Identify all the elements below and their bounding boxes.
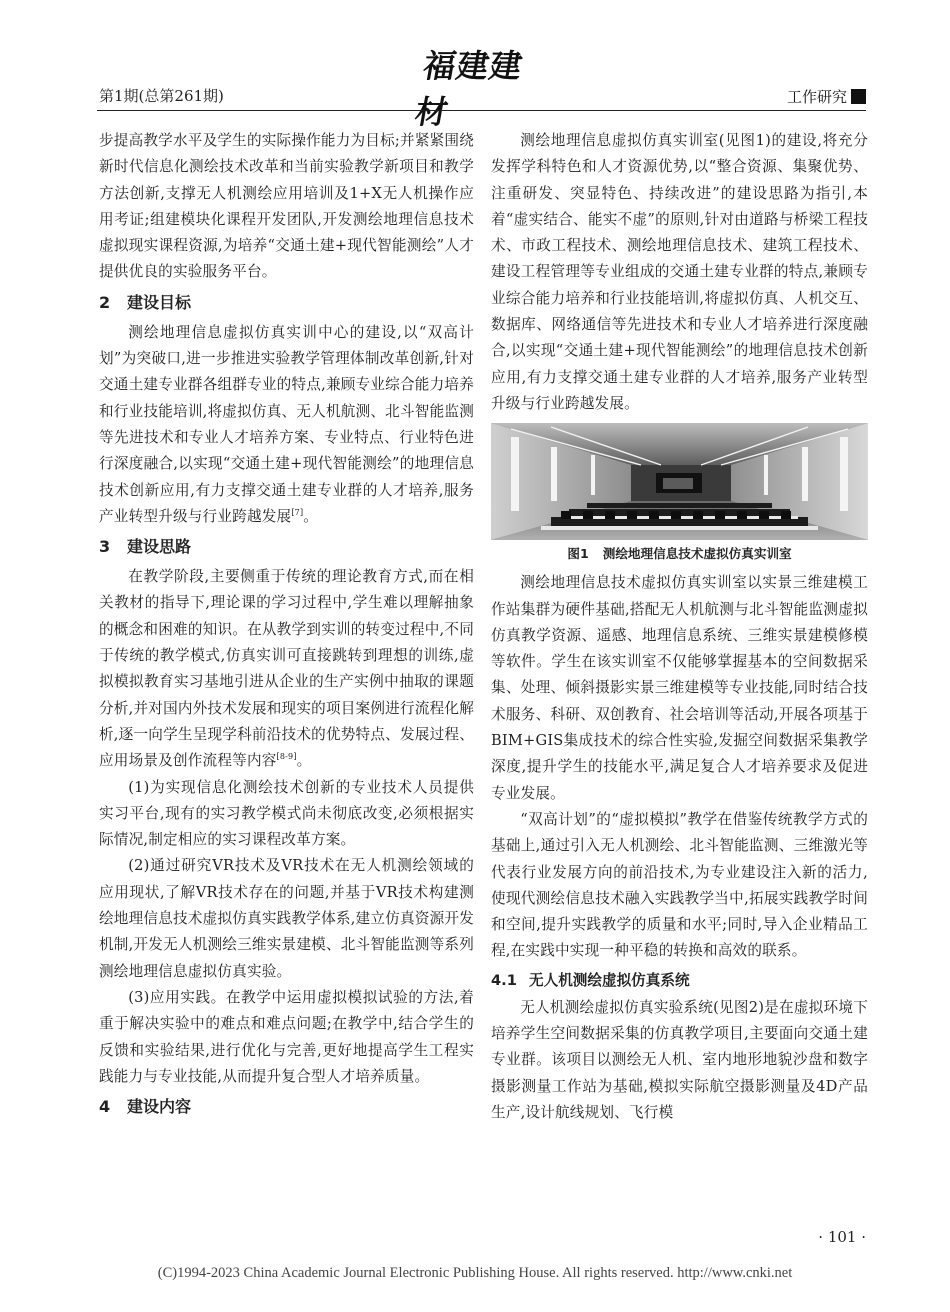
right-paragraph-2: 测绘地理信息技术虚拟仿真实训室以实景三维建模工作站集群为硬件基础,搭配无人机航测与北斗智能监测虚拟仿真教学资源、遥感、地理信息系统、三维实景建模修模等软件。学生在该实训室不仅能够掌握基本的空间数据采集、处理、倾斜摄影实景三维建模等专业技能,同时结合技术服务、科研、双创教育、社会培训等活动,开展各项基于BIM+GIS集成技术的综合性实验,发掘空间数据采集教学深度,提升学生的技能水平,满足复合人才培养要求及促进专业发展。 [491,574,868,802]
page-number: · 101 · [818,1228,866,1246]
section-number: 4 [99,1097,111,1117]
right-paragraph-4: 无人机测绘虚拟仿真实验系统(见图2)是在虚拟环境下培养学生空间数据采集的仿真教学项目,主要面向交通土建专业群。该项目以测绘无人机、室内地形地貌沙盘和数字摄影测量工作站为基础,模拟实际航空摄影测量及4D产品生产,设计航线规划、飞行模 [491,998,868,1121]
copyright-notice: (C)1994-2023 China Academic Journal Electronic Publishing House. All rights reserved. http://www.cnki.net [157,1265,793,1281]
issue-label: 第1期(总第261期) [99,87,224,105]
subsection-number: 4.1 [491,971,517,989]
right-paragraph-1: 测绘地理信息虚拟仿真实训室(见图1)的建设,将充分发挥学科特色和人才资源优势,以“整合资源、集聚优势、注重研发、突显特色、持续改进”的建设思路为指引,本着“虚实结合、能实不虚”的原则,针对由道路与桥梁工程技术、市政工程技术、测绘地理信息技术、建筑工程技术、建设工程管理等专业组成的交通土建专业群的特点,兼顾专业综合能力培养和行业技能培训,将虚拟仿真、人机交互、数据库、网络通信等先进技术和专业人才培养进行深度融合,以实现“交通土建+现代智能测绘”的地理信息技术创新应用,有力支撑交通土建专业群的人才培养,服务产业转型升级与行业跨越发展。 [491,132,868,412]
paragraph-end: 。 [296,752,312,770]
square-bullet-icon [851,89,866,104]
right-column [491,128,868,1126]
paragraph-text: 测绘地理信息虚拟仿真实训中心的建设,以“双高计划”为突破口,进一步推进实验教学管理体制改革创新,针对交通土建专业群各组群专业的特点,兼顾专业综合能力培养和行业技能培训,将虚拟仿真、无人机航测、北斗智能监测等先进技术和专业人才培养方案、专业特点、行业特色进行深度融合,以实现“交通土建+现代智能测绘”的地理信息技术创新应用,有力支撑交通土建专业群的人才培养,服务产业转型升级与行业跨越发展 [99,323,474,525]
section-label-text: 工作研究 [786,88,847,106]
subsection-4-1-heading [491,967,868,995]
section-2-heading [99,288,474,318]
paragraph-text: 在教学阶段,主要侧重于传统的理论教育方式,而在相关教材的指导下,理论课的学习过程中,学生难以理解抽象的概念和困难的知识。在从教学到实训的转变过程中,不同于传统的教学模式,仿真实训可直接跳转到理想的训练,虚拟模拟教育实习基地引进从企业的生产实例中抽取的课题分析,并对国内外技术发展和现实的项目案例进行流程化解析,逐一向学生呈现学科前沿技术的优势特点、发展过程、应用场景及创作流程等内容 [99,568,474,770]
subsection-title: 无人机测绘虚拟仿真系统 [529,971,690,989]
section-title: 建设目标 [127,292,192,312]
section-number: 3 [99,537,111,557]
section-number: 2 [99,292,111,312]
figure-number: 图1 [567,546,589,562]
citation-marker: [8-9] [276,752,297,762]
classroom-photo-illustration [491,423,868,540]
section-4-heading [99,1092,474,1122]
paragraph-end: 。 [303,507,319,525]
figure-1-caption [491,544,868,564]
intro-continued-paragraph: 步提高教学水平及学生的实际操作能力为目标;并紧紧围绕新时代信息化测绘技术改革和当前实验教学新项目和教学方法创新,支撑无人机测绘应用培训及1+X无人机操作应用考证;组建模块化课程开发团队,开发测绘地理信息技术虚拟现实课程资源,为培养“交通土建+现代智能测绘”人才提供优良的实验服务平台。 [99,132,474,281]
section-title: 建设思路 [127,537,192,557]
section-2-paragraph [99,320,474,530]
section-3-paragraph [99,564,474,774]
list-item-2: (2)通过研究VR技术及VR技术在无人机测绘领域的应用现状,了解VR技术存在的问题,并基于VR技术构建测绘地理信息技术虚拟仿真实践教学体系,建立仿真资源开发机制,开发无人机测绘三维实景建模、北斗智能监测等系列测绘地理信息虚拟仿真实验。 [99,857,474,980]
left-column [99,128,474,1124]
list-item-1: (1)为实现信息化测绘技术创新的专业技术人员提供实习平台,现有的实习教学模式尚未彻底改变,必须根据实际情况,制定相应的实习课程改革方案。 [99,778,474,849]
section-label [787,86,866,107]
journal-logo: 福建建材 [412,47,527,131]
section-title: 建设内容 [127,1097,192,1117]
citation-marker: [7] [291,507,304,517]
header-divider [97,110,866,111]
figure-caption-text: 测绘地理信息技术虚拟仿真实训室 [602,546,792,562]
right-paragraph-3: “双高计划”的“虚拟模拟”教学在借鉴传统教学方式的基础上,通过引入无人机测绘、北斗智能监测、三维激光等代表行业发展方向的前沿技术,为专业建设注入新的活力,使现代测绘信息技术融入实践教学当中,拓展实践教学时间和空间,提升实践教学的质量和水平;同时,导入企业精品工程,在实践中实现一种平稳的转换和高效的联系。 [491,810,868,960]
figure-1-photo [491,423,868,540]
section-3-heading [99,532,474,562]
list-item-3: (3)应用实践。在教学中运用虚拟模拟试验的方法,着重于解决实验中的难点和难点问题;在教学中,结合学生的反馈和实验结果,进行优化与完善,更好地提高学生工程实践能力与专业技能,从而提升复合型人才培养质量。 [99,988,474,1085]
